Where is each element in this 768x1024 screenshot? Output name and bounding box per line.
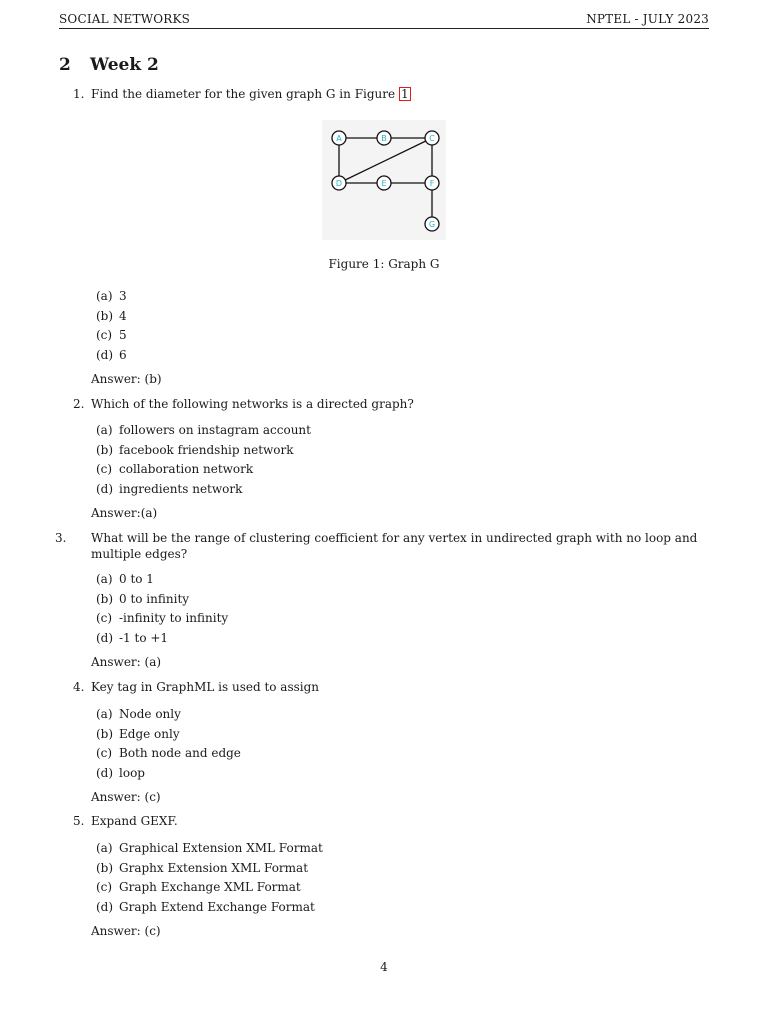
option-d: (d) 6 xyxy=(96,347,127,362)
node-e xyxy=(377,176,391,190)
answer-text: Answer: (c) xyxy=(91,924,161,938)
option-b: (b) facebook friendship network xyxy=(96,442,294,457)
answer-text: Answer: (b) xyxy=(91,372,162,386)
node-label: F xyxy=(429,179,435,188)
option-c: (c) Graph Exchange XML Format xyxy=(96,880,301,894)
section-title xyxy=(59,55,159,75)
question-2 xyxy=(73,396,713,412)
option-b: (b) 0 to infinity xyxy=(96,591,190,606)
header-course-title: SOCIAL NETWORKS xyxy=(59,12,191,26)
node-g xyxy=(425,217,439,231)
option-a: (a) 0 to 1 xyxy=(96,572,154,586)
question-number: 2. xyxy=(73,397,85,411)
node-b xyxy=(377,131,391,145)
option-d: (d) loop xyxy=(96,765,145,780)
question-1 xyxy=(73,86,713,102)
option-b: (b) Edge only xyxy=(96,726,180,741)
answer-text: Answer:(a) xyxy=(91,506,158,520)
page-number: 4 xyxy=(380,960,388,974)
question-3 xyxy=(55,530,727,562)
options-list xyxy=(96,571,228,649)
option-a: (a) Node only xyxy=(96,707,181,721)
question-4 xyxy=(73,679,713,695)
node-label: A xyxy=(336,134,342,143)
question-number: 5. xyxy=(73,814,85,828)
node-label: G xyxy=(428,220,436,229)
question-5 xyxy=(73,813,713,829)
option-d: (d) ingredients network xyxy=(96,481,243,496)
question-text: Key tag in GraphML is used to assign xyxy=(91,680,320,694)
graph-figure xyxy=(322,120,446,240)
running-header xyxy=(59,12,709,29)
node-label: C xyxy=(429,134,435,143)
answer-text: Answer: (c) xyxy=(91,790,161,804)
options-list xyxy=(96,422,311,500)
option-b: (b) Graphx Extension XML Format xyxy=(96,860,309,875)
node-label: E xyxy=(381,179,387,188)
section-number: 2 xyxy=(59,55,71,75)
option-c: (c) 5 xyxy=(96,328,127,342)
node-label: D xyxy=(335,179,343,188)
options-list xyxy=(96,706,241,784)
node-a xyxy=(332,131,346,145)
option-d: (d) -1 to +1 xyxy=(96,630,169,645)
graph-g-diagram xyxy=(322,120,446,240)
option-c: (c) -infinity to infinity xyxy=(96,611,229,625)
option-a: (a) 3 xyxy=(96,289,127,303)
options-list xyxy=(96,288,127,366)
option-d: (d) Graph Extend Exchange Format xyxy=(96,899,315,914)
question-text: Which of the following networks is a directed graph? xyxy=(91,397,414,411)
section-name: Week 2 xyxy=(90,55,159,75)
node-label: B xyxy=(381,134,387,143)
question-text: Expand GEXF. xyxy=(91,814,178,828)
question-text: What will be the range of clustering coefficient for any vertex in undirected graph with no loop and multiple edges? xyxy=(91,531,698,561)
figure-caption: Figure 1: Graph G xyxy=(328,257,440,271)
node-c xyxy=(425,131,439,145)
node-d xyxy=(332,176,346,190)
question-text: Find the diameter for the given graph G in Figure xyxy=(91,87,396,101)
option-a: (a) Graphical Extension XML Format xyxy=(96,841,323,855)
option-b: (b) 4 xyxy=(96,308,127,323)
option-a: (a) followers on instagram account xyxy=(96,423,311,437)
answer-text: Answer: (a) xyxy=(91,655,162,669)
header-session: NPTEL - JULY 2023 xyxy=(586,12,709,26)
option-c: (c) collaboration network xyxy=(96,462,254,476)
node-f xyxy=(425,176,439,190)
question-number: 3. xyxy=(55,531,67,545)
question-number: 1. xyxy=(73,87,85,101)
question-number: 4. xyxy=(73,680,85,694)
figure-reference-link[interactable]: 1 xyxy=(400,87,409,101)
options-list xyxy=(96,840,323,918)
option-c: (c) Both node and edge xyxy=(96,746,241,760)
